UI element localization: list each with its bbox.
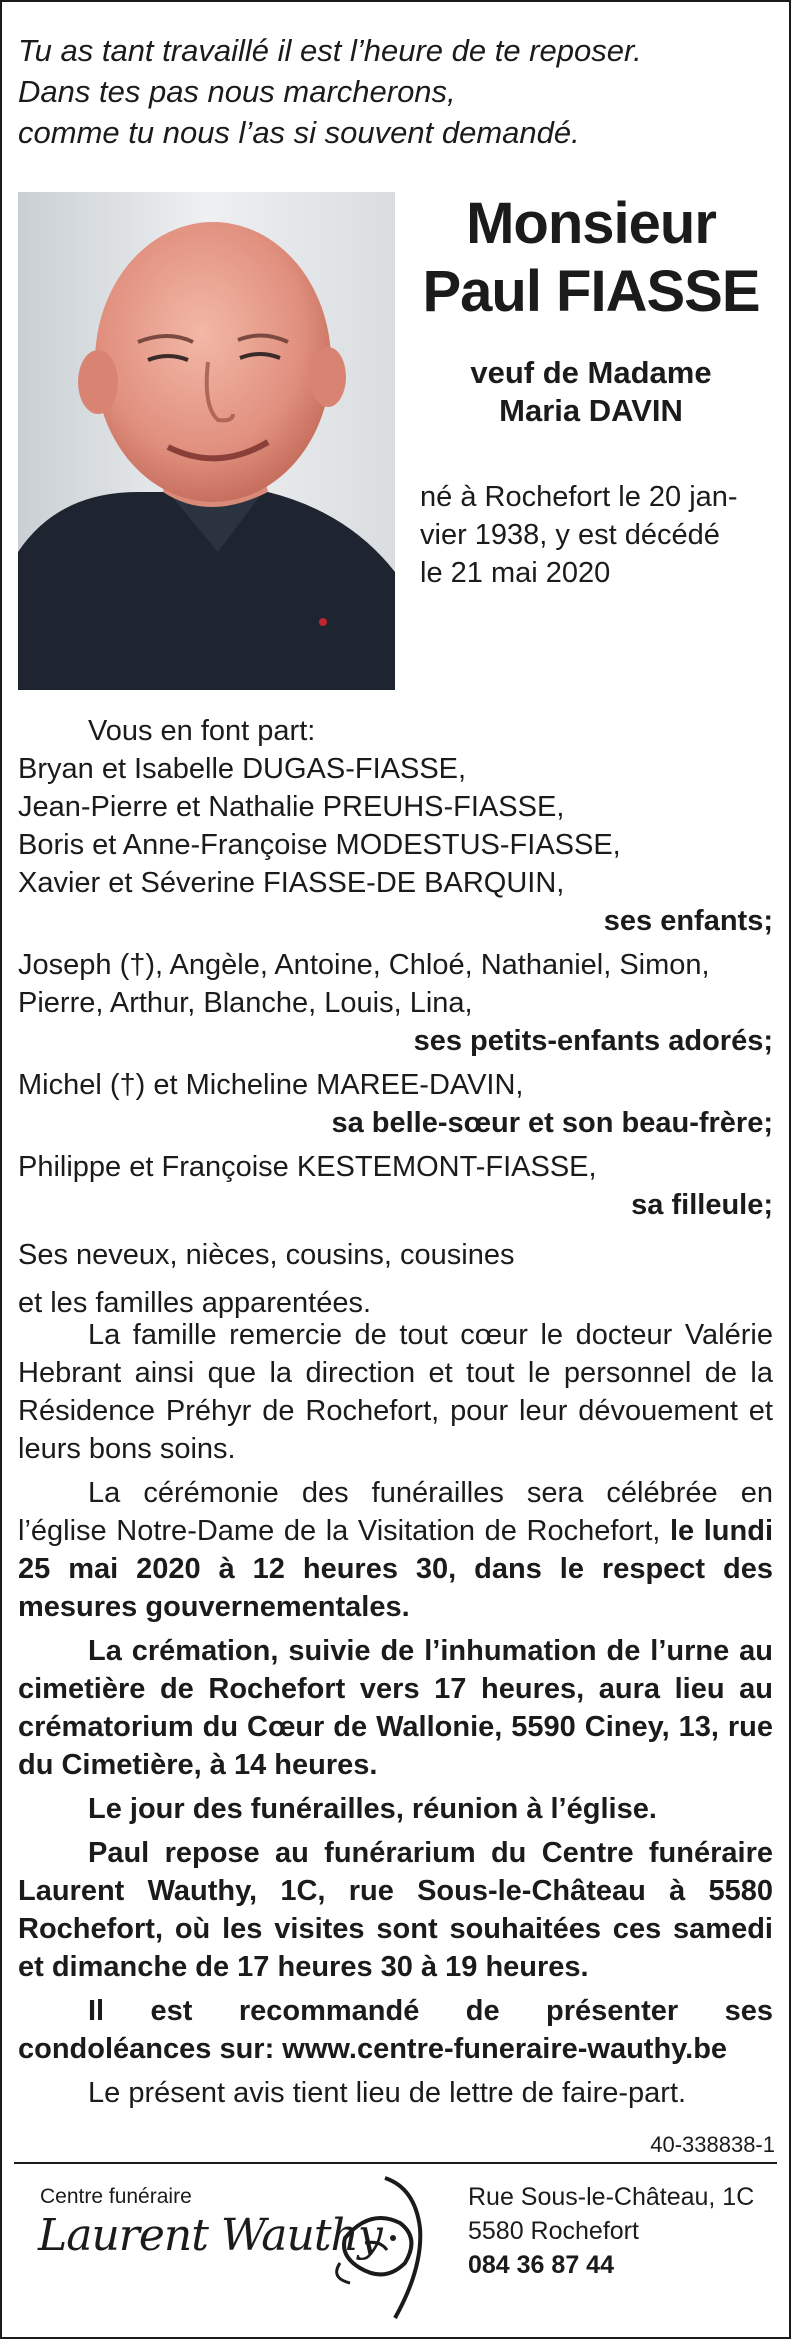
ceremony-date: le lundi 25 mai 2020 à 12 heures 30, dans le respect des mesures gouvernementales. xyxy=(18,1515,773,1623)
announcement-intro: Vous en font part: xyxy=(88,715,316,747)
relation-label: sa belle-sœur et son beau-frère; xyxy=(331,1107,773,1139)
condolences-paragraph: Il est recommandé de présenter ses condoléances sur: www.centre-funeraire-wauthy.be xyxy=(18,1995,773,2065)
poem-line: Tu as tant travaillé il est l’heure de te reposer. xyxy=(18,33,642,68)
family-member: Joseph (†), Angèle, Antoine, Chloé, Nathaniel, Simon, xyxy=(18,949,710,981)
family-member: Pierre, Arthur, Blanche, Louis, Lina, xyxy=(18,987,473,1019)
portrait-photo xyxy=(18,192,395,690)
family-member: Bryan et Isabelle DUGAS-FIASSE, xyxy=(18,753,467,785)
ceremony-paragraph xyxy=(18,1474,773,1626)
opening-poem xyxy=(18,30,758,153)
family-member: Philippe et Françoise KESTEMONT-FIASSE, xyxy=(18,1151,597,1183)
family-member: Boris et Anne-Françoise MODESTUS-FIASSE, xyxy=(18,829,621,861)
reference-number: 40-338838-1 xyxy=(650,2132,775,2157)
company-address xyxy=(468,2180,754,2282)
poem-line: comme tu nous l’as si souvent demandé. xyxy=(18,115,580,150)
spouse-name: Maria DAVIN xyxy=(499,393,683,428)
family-announcement xyxy=(18,712,773,1322)
address-line: 5580 Rochefort xyxy=(468,2217,639,2245)
dove-logo-icon xyxy=(325,2168,445,2338)
footer-divider xyxy=(14,2162,777,2164)
address-line: Rue Sous-le-Château, 1C xyxy=(468,2183,755,2211)
notice-paragraph: Le présent avis tient lieu de lettre de faire-part. xyxy=(88,2077,687,2109)
family-member: Michel (†) et Micheline MAREE-DAVIN, xyxy=(18,1069,524,1101)
deceased-name-block xyxy=(410,190,772,430)
deceased-name: Paul FIASSE xyxy=(422,259,760,324)
widow-line: veuf de Madame xyxy=(470,355,712,390)
thanks-paragraph: La famille remercie de tout cœur le docteur Valérie Hebrant ainsi que la direction et tout le personnel de la Résidence Préhyr de Rochefort, pour leur dévouement et leurs bons soins. xyxy=(18,1319,773,1465)
visits-paragraph: Paul repose au funérarium du Centre funéraire Laurent Wauthy, 1C, rue Sous-le-Château à 5580 Rochefort, où les visites sont souhaitées ces samedi et dimanche de 17 heures 30 à 19 heures. xyxy=(18,1837,773,1983)
company-label: Centre funéraire xyxy=(40,2185,192,2208)
ceremony-text: La cérémonie des funérailles sera célébrée en l’église Notre-Dame de la Visitation de Rochefort, xyxy=(18,1477,773,1547)
cremation-paragraph: La crémation, suivie de l’inhumation de l’urne au cimetière de Rochefort vers 17 heures, aura lieu au crématorium du Cœur de Wallonie, 5590 Ciney, 13, rue du Cimetière, à 14 heures. xyxy=(18,1635,773,1781)
honorific: Monsieur xyxy=(466,191,716,256)
relation-label: sa filleule; xyxy=(631,1189,773,1221)
funeral-details xyxy=(18,1316,773,2112)
family-member: Xavier et Séverine FIASSE-DE BARQUIN, xyxy=(18,867,565,899)
meeting-paragraph: Le jour des funérailles, réunion à l’église. xyxy=(88,1793,657,1825)
birth-death-info xyxy=(420,478,772,592)
phone-number: 084 36 87 44 xyxy=(468,2251,614,2279)
widow-of xyxy=(410,354,772,430)
birth-line: le 21 mai 2020 xyxy=(420,557,611,589)
company-name: Laurent Wauthy xyxy=(38,2210,382,2261)
birth-line: né à Rochefort le 20 jan- xyxy=(420,481,738,513)
relatives-line: Ses neveux, nièces, cousins, cousines xyxy=(18,1239,515,1271)
relatives-line: et les familles apparentées. xyxy=(18,1287,372,1319)
poem-line: Dans tes pas nous marcherons, xyxy=(18,74,456,109)
family-member: Jean-Pierre et Nathalie PREUHS-FIASSE, xyxy=(18,791,565,823)
relation-label: ses enfants; xyxy=(603,905,773,937)
birth-line: vier 1938, y est décédé xyxy=(420,519,720,551)
relation-label: ses petits-enfants adorés; xyxy=(413,1025,773,1057)
